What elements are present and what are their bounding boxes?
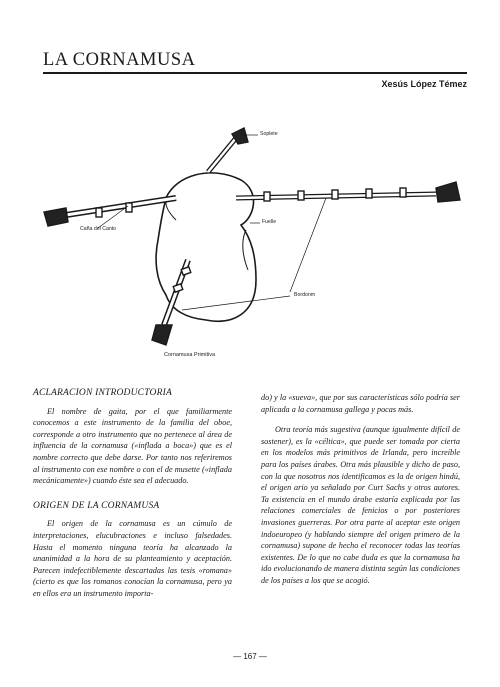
label-fuelle: Fuelle [262, 219, 277, 225]
title-rule [43, 72, 467, 74]
page-title: LA CORNAMUSA [43, 50, 196, 70]
section-heading-origin: ORIGEN DE LA CORNAMUSA [33, 500, 160, 511]
column-right [261, 392, 460, 596]
bagpipe-illustration [36, 120, 468, 380]
label-cana-del-canto: Caña del Canto [80, 226, 117, 232]
label-bordonm: Bordonm [294, 292, 316, 298]
paragraph-continuation: do) y la «sueva», que por sus características sólo podría ser aplicada a la cornamusa gallega y pocas más. [261, 393, 460, 414]
label-soplete: Soplete [260, 131, 278, 137]
paragraph-theories: Otra teoría más sugestiva (aunque igualmente difícil de sostener), es la «céltica», que puede ser tomada por cierta en los modelos más primitivos de Irlanda, pero increíble para los países árabes. Otra más plausible y dicho de paso, con la que nosotros nos identificamos es la de origen hindú, el origen ario ya señalado por Curt Sachs y otros autores. Ta existencia en el mundo árabe estaría explicada por las relaciones comerciales de fenicios o por posteriores invasiones guerreras. Por otra parte al aceptar este origen indoeuropeo (y hablando siempre del origen primero de la cornamusa) supone de hecho el reconocer todas las teorías existentes. De lo que no cabe duda es que la cornamusa ha ido evolucionando de manera distinta según las condiciones de los países a los que se acogió. [261, 425, 460, 585]
figure-caption: Cornamusa Primitiva [164, 352, 216, 358]
paragraph-origin: El origen de la cornamusa es un cúmulo de interpretaciones, elucubraciones e incluso falsedades. Hasta el momento ninguna teoría ha alcanzado la unanimidad a la hora de su planteamiento y aceptación. Parecen indefectiblemente descartadas las tesis «romana» (cierto es que los romanos conocían la cornamusa, pero ya en ellos era un instrumento importa- [33, 519, 232, 598]
bagpipe-drawing [36, 120, 468, 380]
page-number: — 167 — [233, 652, 267, 661]
column-left [33, 388, 232, 610]
section-heading-intro: ACLARACION INTRODUCTORIA [33, 388, 172, 398]
paragraph-intro: El nombre de gaita, por el que familiarmente conocemos a este instrumento de la familia del oboe, corresponde a otro instrumento que no pertenece al área de influencia de la cornamusa («inflada a boca») que es el nombre correcto que debe darse. Por tanto nos referiremos al instrumento con ese nombre o con el de musette («inflada mecánicamente») cuando éste sea el adecuado. [33, 406, 232, 486]
author-name: Xesús López Témez [381, 79, 467, 89]
